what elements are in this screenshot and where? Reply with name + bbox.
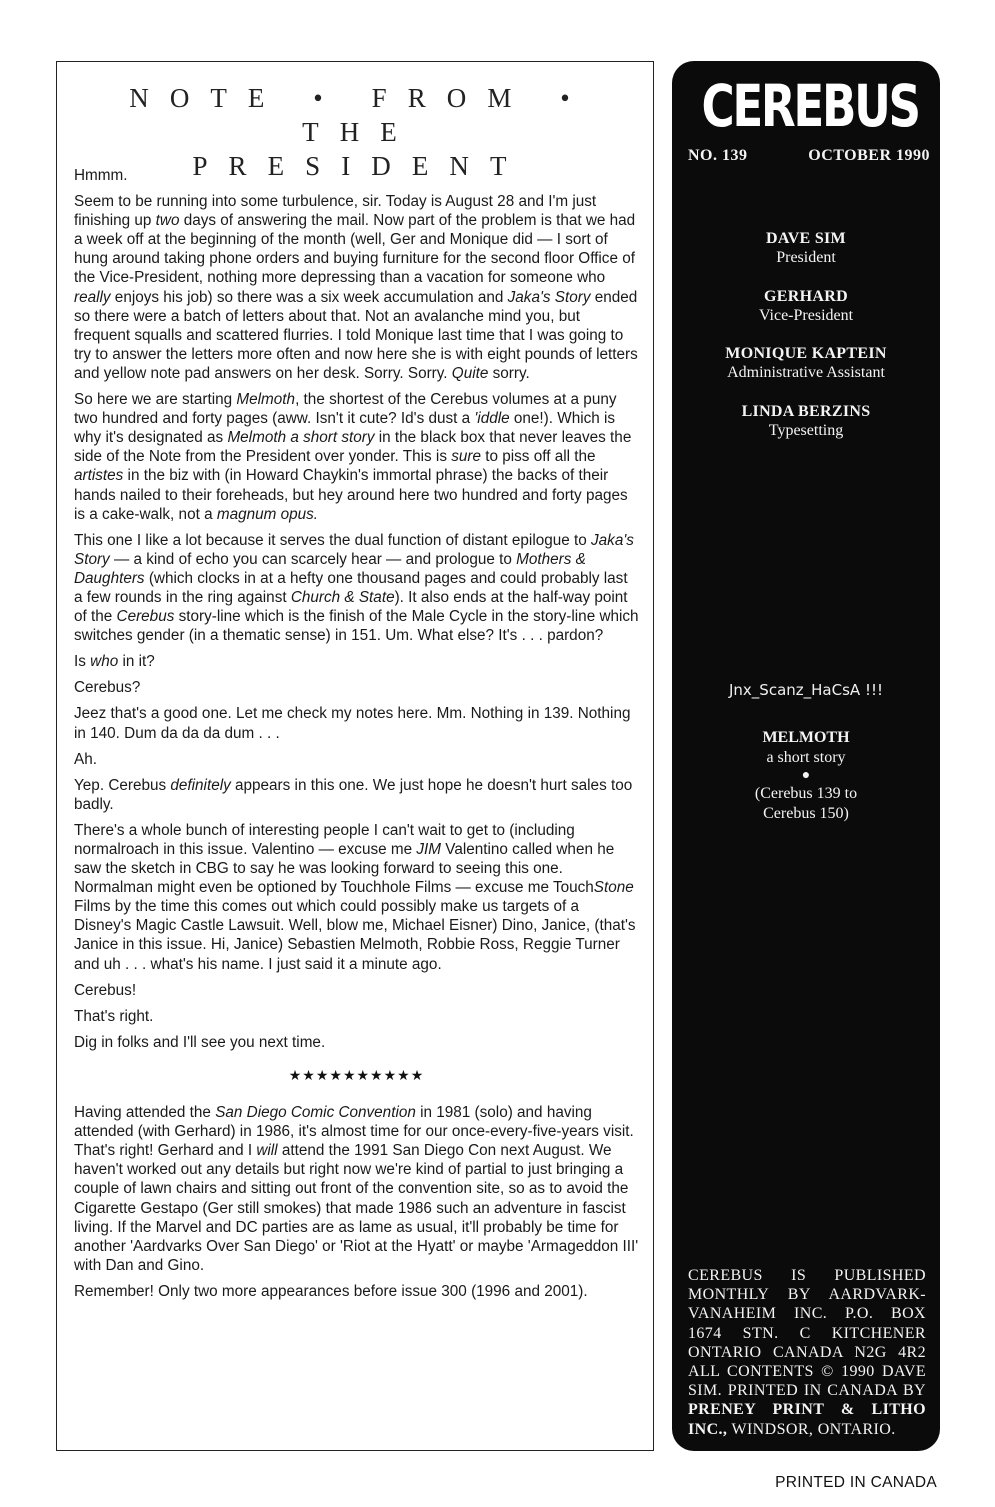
printed-in-canada: PRINTED IN CANADA xyxy=(775,1474,937,1491)
masthead-column xyxy=(672,61,940,1451)
pub-line: PRENEY PRINT & LITHO xyxy=(688,1401,926,1419)
staff-role: President xyxy=(776,249,836,266)
pub-line: 1674 STN. C KITCHENER xyxy=(688,1324,926,1342)
note-paragraph: There's a whole bunch of interesting people I can't wait to get to (including normalroach in this issue. Valentino — excuse me JIM Valentino called when he saw the sketch in CBG to say he was looking forward to seeing this one. Normalman might even be optioned by Touchhole Films — excuse me TouchStone Films by the time this comes out which could possibly make us targets of a Disney's Magic Castle Lawsuit. Well, blow me, Michael Eisner) Dino, Janice, (that's Janice in this issue. Hi, Janice) Sebastien Melmoth, Robbie Ross, Reggie Turner and uh . . . what's his name. I just said it a minute ago. xyxy=(74,821,636,973)
pub-line: SIM. PRINTED IN CANADA BY xyxy=(688,1382,926,1400)
pub-line: INC., WINDSOR, ONTARIO. xyxy=(688,1420,896,1438)
cerebus-logo: CEREBUS xyxy=(701,72,919,140)
note-postscript xyxy=(74,1103,639,1301)
staff-role: Vice-President xyxy=(758,307,854,324)
star-separator: ★★★★★★★★★★ xyxy=(288,1066,425,1083)
note-paragraph: This one I like a lot because it serves the dual function of distant epilogue to Jaka's Story — a kind of echo you can scarcely hear — and prologue to Mothers & Daughters (which clocks in at a hefty one thousand pages and could probably last a few rounds in the ring against Church & State). It also ends at the half-way point of the Cerebus story-line which is the finish of the Male Cycle in the story-line which switches gender (in a thematic sense) in 151. Um. What else? It's . . . pardon? xyxy=(74,531,639,645)
staff-name: GERHARD xyxy=(764,288,848,305)
note-paragraph: Having attended the San Diego Comic Convention in 1981 (solo) and having attended (with Gerhard) in 1986, it's almost time for our once-every-five-years visit. That's right! Gerhard and I will attend the 1991 San Diego Con next August. We haven't worked out any details but right now we're kind of partial to just bringing a couple of lawn chairs and sitting out front of the convention site, so as to avoid the Cigarette Gestapo (Ger still smokes) that made 1986 such an adventure in fascist living. If the Marvel and DC parties are as lame as usual, it'll probably be time for another 'Aardvarks Over San Diego' or 'Riot at the Hyatt' or maybe 'Armageddon III' with Dan and Gino. xyxy=(74,1104,639,1274)
note-paragraph: Ah. xyxy=(74,750,97,768)
bullet-icon: ● xyxy=(801,768,811,783)
staff-entry xyxy=(672,402,940,440)
publication-info xyxy=(688,1266,926,1439)
note-paragraph: Cerebus? xyxy=(74,679,141,697)
staff-entry xyxy=(672,287,940,325)
story-range-line2: Cerebus 150) xyxy=(763,805,849,822)
story-block xyxy=(672,728,940,824)
staff-role: Administrative Assistant xyxy=(727,364,885,381)
story-range-line1: (Cerebus 139 to xyxy=(754,785,858,802)
staff-name: LINDA BERZINS xyxy=(741,403,871,420)
staff-name: DAVE SIM xyxy=(766,230,846,247)
note-paragraph: That's right. xyxy=(74,1007,154,1025)
note-panel xyxy=(56,61,654,1451)
pub-line: MONTHLY BY AARDVARK- xyxy=(688,1286,926,1304)
story-title: MELMOTH xyxy=(762,729,850,746)
note-paragraph: Jeez that's a good one. Let me check my notes here. Mm. Nothing in 139. Nothing in 140. Dum da da da dum . . . xyxy=(74,705,631,742)
note-paragraphs xyxy=(74,166,639,1052)
note-paragraph: Dig in folks and I'll see you next time. xyxy=(74,1033,326,1051)
note-paragraph: Remember! Only two more appearances before issue 300 (1996 and 2001). xyxy=(74,1282,588,1300)
scan-tag: Jnx_Scanz_HaCsA !!! xyxy=(729,681,883,699)
issue-number: NO. 139 xyxy=(688,147,748,164)
pub-line: ALL CONTENTS © 1990 DAVE xyxy=(688,1363,926,1381)
issue-date: OCTOBER 1990 xyxy=(808,147,930,164)
note-paragraph: Cerebus! xyxy=(74,981,137,999)
pub-line: CEREBUS IS PUBLISHED xyxy=(688,1267,926,1284)
staff-entry xyxy=(672,344,940,382)
pub-line: ONTARIO CANADA N2G 4R2 xyxy=(688,1343,926,1361)
note-paragraph: Is who in it? xyxy=(74,653,155,671)
issue-line xyxy=(688,147,930,165)
note-paragraph: Seem to be running into some turbulence, sir. Today is August 28 and I'm just finishing up two days of answering the mail. Now part of the problem is that we had a week off at the beginning of the month (well, Ger and Monique did — I sort of hung around taking phone orders and buying furniture for the second floor Office of the Vice-President, nothing more depressing than a vacation for someone who really enjoys his job) so there was a six week accumulation and Jaka's Story ended so there were a batch of letters about that. Not an avalanche mind you, but frequent squalls and scattered flurries. I told Monique last time that I was going to try to answer the letters more often and now here she is with eight pounds of letters and yellow note pad answers on her desk. Sorry. Sorry. Quite sorry. xyxy=(74,193,638,382)
staff-entry xyxy=(672,229,940,267)
note-body xyxy=(74,166,639,1308)
note-paragraph: Yep. Cerebus definitely appears in this one. We just hope he doesn't hurt sales too badly. xyxy=(74,776,633,813)
staff-role: Typesetting xyxy=(768,422,844,439)
pub-line: VANAHEIM INC. P.O. BOX xyxy=(688,1305,926,1323)
note-paragraph: So here we are starting Melmoth, the shortest of the Cerebus volumes at a puny two hundred and forty pages (aww. Isn't it cute? Id's dust a 'iddle one!). Which is why it's designated as Melmoth a short story in the black box that never leaves the side of the Note from the President over yonder. This is sure to piss off all the artistes in the biz with (in Howard Chaykin's immortal phrase) the backs of their hands nailed to their foreheads, but hey around here two hundred and forty pages is a cake-walk, not a magnum opus. xyxy=(74,391,632,523)
note-heading-line1: NOTE • FROM • THE xyxy=(129,83,591,147)
note-paragraph: Hmmm. xyxy=(74,167,128,184)
story-subtitle: a short story xyxy=(766,749,846,766)
staff-name: MONIQUE KAPTEIN xyxy=(725,345,887,362)
note-heading-line2: PRESIDENT xyxy=(192,151,528,181)
